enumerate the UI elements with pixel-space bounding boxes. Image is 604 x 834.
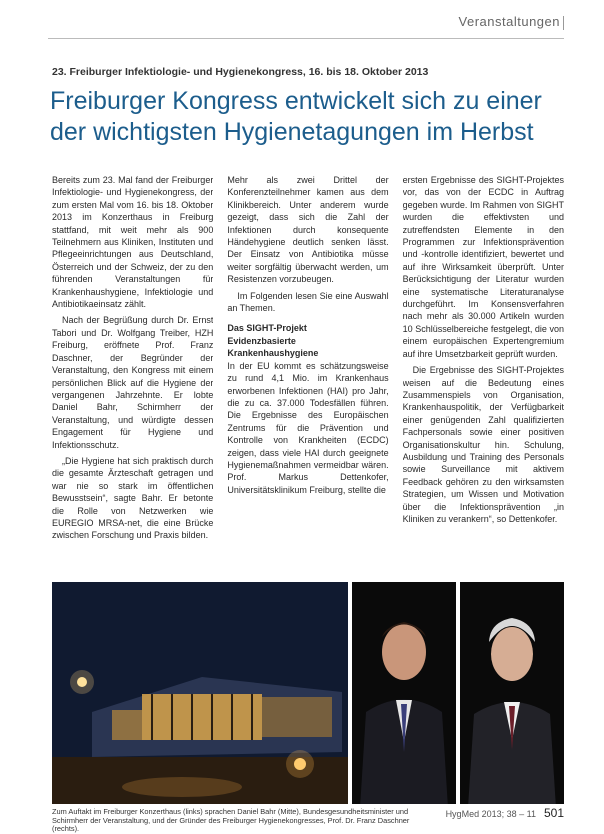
speaker-illustration: [352, 582, 456, 804]
paragraph: Die Ergebnisse des SIGHT-Projektes weisen auf die Bedeutung eines Zusammenspiels von Organisation, Krankenhauspolitik, der Verfügbarkeit einer genügenden Zahl qualifizierten Fachpersonals sowie einer positiven Organisationskultur hin. Schulung, Ausbildung und Training des Personals sowie Surveillance mit aktivem Feedback gehören zu den wirksamsten Strategien, um Wissen und Motivation über die Infektionsprävention „in Kliniken zu verankern“, so Dettenkofer.: [402, 365, 564, 524]
sub-subheading: Evidenzbasierte Krankenhaushygiene: [227, 335, 319, 359]
column-2: [227, 174, 388, 574]
photo-caption: Zum Auftakt im Freiburger Konzerthaus (links) sprachen Daniel Bahr (Mitte), Bundesgesundheitsminister und Schirmherr der Veranstaltung, und der Gründer des Freiburger Hygienekongresses, Prof. Dr. Franz Daschner (rechts).: [52, 807, 410, 834]
concert-hall-photo: [52, 582, 348, 804]
speaker-illustration: [460, 582, 564, 804]
concert-hall-illustration: [52, 582, 348, 804]
photo-strip: [52, 582, 564, 804]
speaker-photo-daschner: [460, 582, 564, 804]
paragraph: Mehr als zwei Drittel der Konferenzteilnehmer kamen aus dem Klinikbereich. Unter anderem wurde gezeigt, dass sich die Zahl der Infektionen durch konsequente Händehygiene deutlich senken lässt. Der Einsatz von Antibiotika müsse weiter sorgfältig überwacht werden, um Resistenzen vorzubeugen.: [227, 175, 389, 285]
article-body: [52, 174, 564, 574]
paragraph: Nach der Begrüßung durch Dr. Ernst Tabori und Dr. Wolfgang Treiber, HZH Freiburg, eröffnete Prof. Franz Daschner, der Begründer der Veranstaltung, den Kongress mit einem persönlichen Blick auf die Hygiene der vergangenen Jahrzehnte. Er lobte Daniel Bahr, Schirmherr der Veranstaltung, und würdigte dessen Engagement für Hygiene und Infektionsschutz.: [52, 315, 214, 450]
column-3: [403, 174, 564, 574]
section-tag-label: Veranstaltungen: [458, 14, 560, 29]
paragraph: „Die Hygiene hat sich praktisch durch die gesamte Ärzteschaft getragen und war nie so stark im öffentlichen Bewusstsein“, sagte Bahr. Er betonte die Rolle von Netzwerken wie EUREGIO MRSA-net, die eine Brücke zwischen Forschung und Praxis bilden.: [52, 455, 214, 541]
header-rule: [48, 38, 564, 39]
article-kicker: 23. Freiburger Infektiologie- und Hygienekongress, 16. bis 18. Oktober 2013: [52, 66, 429, 78]
page-footer: [446, 806, 564, 820]
subheading: Das SIGHT-Projekt: [227, 323, 307, 334]
section-tag-bar: [563, 16, 564, 30]
section-tag: [459, 14, 564, 30]
journal-reference: HygMed 2013; 38 – 11: [445, 809, 536, 819]
speaker-photo-bahr: [352, 582, 456, 804]
paragraph: In der EU kommt es schätzungsweise zu rund 4,1 Mio. im Krankenhaus erworbenen Infektionen (HAI) pro Jahr, die zu ca. 37.000 Todesfällen führen. Die Ergebnisse des Europäischen Zentrums für die Prävention und Kontrolle von Krankheiten (ECDC) zeigen, dass viele HAI durch geeignete Hygienemaßnahmen vermeidbar wären. Prof. Markus Dettenkofer, Universitätsklinikum Freiburg, stellte die: [227, 360, 389, 495]
column-1: [52, 174, 213, 574]
paragraph: Bereits zum 23. Mal fand der Freiburger Infektiologie- und Hygienekongress, der zum ersten Mal vom 16. bis 18. Oktober 2013 im Konzerthaus in Freiburg stattfand, mit weit mehr als 900 Teilnehmern aus Kliniken, Instituten und Pflegeeinrichtungen aus Deutschland, Österreich und der Schweiz, der zu den führenden Veranstaltungen für Krankenhaushygiene, Infektiologie und Antibiotikaeinsatz zählt.: [52, 175, 214, 310]
article-headline: Freiburger Kongress entwickelt sich zu einer der wichtigsten Hygienetagungen im Herbst: [50, 87, 542, 146]
page-number: 501: [543, 806, 564, 820]
paragraph: ersten Ergebnisse des SIGHT-Projektes vor, das von der ECDC in Auftrag gegeben wurde. Im Rahmen von SIGHT wurden die effektivsten und zutreffendsten Elemente in den Programmen zur Infektionsprävention und -kontrolle identifiziert, bewertet und auf ihre Wirksamkeit überprüft. Unter Berücksichtigung der Literatur wurden eine systematische Literaturanalyse durchgeführt. Im Konsensverfahren nach mehr als 30.000 Artikeln wurden 10 Schlüsselbereiche festgelegt, die von einem europäischen Expertengremium auf ihre Umsetzbarkeit geprüft wurden.: [402, 175, 564, 359]
paragraph: Im Folgenden lesen Sie eine Auswahl an Themen.: [227, 290, 389, 314]
